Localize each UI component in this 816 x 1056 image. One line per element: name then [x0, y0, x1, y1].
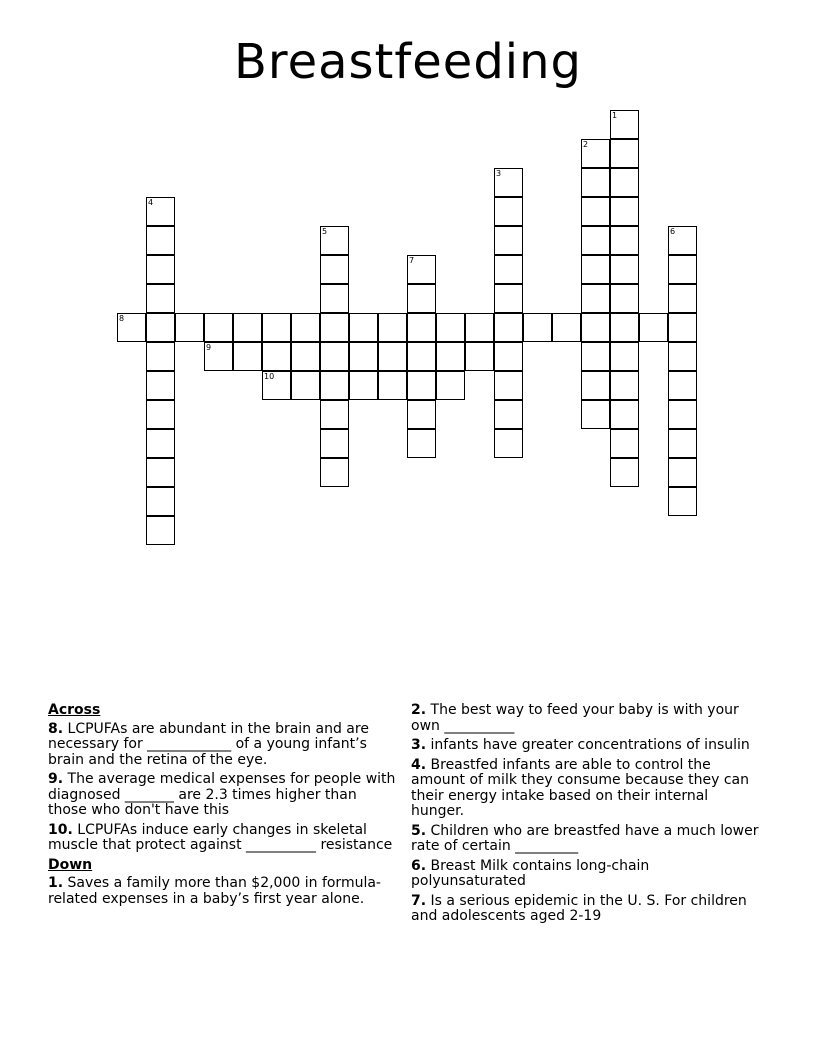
grid-cell[interactable]: [581, 313, 610, 342]
grid-cell[interactable]: [610, 197, 639, 226]
grid-cell[interactable]: [610, 342, 639, 371]
grid-cell[interactable]: [610, 168, 639, 197]
clue-number: 4: [148, 198, 154, 207]
grid-cell[interactable]: [581, 197, 610, 226]
grid-cell[interactable]: [175, 313, 204, 342]
clue-number-label: 5.: [411, 822, 427, 839]
grid-cell[interactable]: [204, 342, 233, 371]
grid-cell[interactable]: [146, 197, 175, 226]
grid-cell[interactable]: [320, 458, 349, 487]
grid-cell[interactable]: [233, 342, 262, 371]
grid-cell[interactable]: [668, 400, 697, 429]
grid-cell[interactable]: [146, 255, 175, 284]
grid-cell[interactable]: [146, 226, 175, 255]
grid-cell[interactable]: [465, 342, 494, 371]
grid-cell[interactable]: [407, 400, 436, 429]
clue-number-label: 7.: [411, 892, 427, 909]
clue-number: 10: [264, 372, 275, 381]
grid-cell[interactable]: [146, 487, 175, 516]
grid-cell[interactable]: [581, 226, 610, 255]
puzzle-title: Breastfeeding: [233, 34, 583, 90]
grid-cell[interactable]: [436, 342, 465, 371]
clue-text: infants have greater concentrations of insulin: [426, 737, 750, 753]
clue-number: 8: [119, 314, 125, 323]
clue-item: [411, 703, 761, 734]
grid-cell[interactable]: [407, 255, 436, 284]
grid-cell[interactable]: [320, 429, 349, 458]
grid-cell[interactable]: [494, 255, 523, 284]
grid-cell[interactable]: [233, 313, 262, 342]
clue-number-label: 6.: [411, 857, 427, 874]
grid-cell[interactable]: [494, 342, 523, 371]
clue-number-label: 9.: [48, 771, 64, 787]
clue-number: 5: [322, 227, 328, 236]
grid-cell[interactable]: [146, 371, 175, 400]
grid-cell[interactable]: [610, 313, 639, 342]
grid-cell[interactable]: [407, 342, 436, 371]
clues-column-right: [411, 703, 761, 929]
clue-text: Breast Milk contains long-chain polyunsaturated: [411, 857, 650, 889]
grid-cell[interactable]: [291, 313, 320, 342]
grid-cell[interactable]: [378, 313, 407, 342]
clue-item: [411, 859, 761, 890]
clue-text: The best way to feed your baby is with your own __________: [411, 702, 739, 734]
grid-cell[interactable]: [291, 371, 320, 400]
clue-number-label: 4.: [411, 756, 427, 773]
grid-cell[interactable]: [320, 342, 349, 371]
grid-cell[interactable]: [204, 313, 233, 342]
grid-cell[interactable]: [668, 371, 697, 400]
clues-column-left: [48, 703, 398, 911]
clue-item: [48, 772, 398, 819]
grid-cell[interactable]: [494, 168, 523, 197]
clue-text: Children who are breastfed have a much lower rate of certain _________: [411, 822, 759, 854]
grid-cell[interactable]: [262, 313, 291, 342]
clue-item: [411, 824, 761, 855]
grid-cell[interactable]: [610, 284, 639, 313]
grid-cell[interactable]: [668, 284, 697, 313]
grid-cell[interactable]: [668, 226, 697, 255]
grid-cell[interactable]: [610, 110, 639, 139]
grid-cell[interactable]: [320, 400, 349, 429]
grid-cell[interactable]: [407, 313, 436, 342]
grid-cell[interactable]: [610, 371, 639, 400]
grid-cell[interactable]: [581, 139, 610, 168]
grid-cell[interactable]: [610, 458, 639, 487]
grid-cell[interactable]: [581, 342, 610, 371]
grid-cell[interactable]: [117, 313, 146, 342]
grid-cell[interactable]: [668, 429, 697, 458]
grid-cell[interactable]: [581, 371, 610, 400]
grid-cell[interactable]: [668, 342, 697, 371]
grid-cell[interactable]: [320, 371, 349, 400]
clue-item: [48, 823, 398, 854]
grid-cell[interactable]: [407, 284, 436, 313]
section-heading: Down: [48, 856, 93, 873]
clue-item: [411, 758, 761, 820]
grid-cell[interactable]: [610, 255, 639, 284]
clue-number: 9: [206, 343, 212, 352]
clue-number: 3: [496, 169, 502, 178]
grid-cell[interactable]: [494, 313, 523, 342]
grid-cell[interactable]: [436, 313, 465, 342]
grid-cell[interactable]: [320, 226, 349, 255]
clue-number-label: 10.: [48, 821, 73, 838]
grid-cell[interactable]: [378, 371, 407, 400]
clue-item: [411, 738, 761, 754]
clue-item: [411, 894, 761, 925]
clue-number-label: 1.: [48, 875, 64, 891]
grid-cell[interactable]: [146, 342, 175, 371]
clue-number-label: 2.: [411, 702, 427, 718]
grid-cell[interactable]: [494, 429, 523, 458]
clue-number: 1: [612, 111, 618, 120]
clue-number: 7: [409, 256, 415, 265]
grid-cell[interactable]: [146, 458, 175, 487]
clue-text: Is a serious epidemic in the U. S. For children and adolescents aged 2-19: [411, 892, 747, 924]
grid-cell[interactable]: [349, 342, 378, 371]
grid-cell[interactable]: [320, 284, 349, 313]
grid-cell[interactable]: [581, 168, 610, 197]
grid-cell[interactable]: [581, 284, 610, 313]
grid-cell[interactable]: [146, 284, 175, 313]
clue-number-label: 8.: [48, 720, 64, 737]
grid-cell[interactable]: [320, 255, 349, 284]
clue-item: [48, 722, 398, 769]
grid-cell[interactable]: [494, 400, 523, 429]
clue-number-label: 3.: [411, 737, 427, 753]
clue-text: The average medical expenses for people with diagnosed _______ are 2.3 times higher than those who don't have this: [48, 771, 396, 818]
grid-cell[interactable]: [320, 313, 349, 342]
clue-number: 6: [670, 227, 676, 236]
grid-cell[interactable]: [262, 342, 291, 371]
grid-cell[interactable]: [523, 313, 552, 342]
grid-cell[interactable]: [291, 342, 320, 371]
grid-cell[interactable]: [146, 400, 175, 429]
grid-cell[interactable]: [610, 429, 639, 458]
grid-cell[interactable]: [581, 255, 610, 284]
grid-cell[interactable]: [349, 313, 378, 342]
grid-cell[interactable]: [262, 371, 291, 400]
clue-text: Saves a family more than $2,000 in formula-related expenses in a baby’s first year alone.: [48, 875, 381, 907]
grid-cell[interactable]: [494, 371, 523, 400]
grid-cell[interactable]: [146, 313, 175, 342]
grid-cell[interactable]: [436, 371, 465, 400]
grid-cell[interactable]: [552, 313, 581, 342]
grid-cell[interactable]: [610, 139, 639, 168]
grid-cell[interactable]: [349, 371, 378, 400]
clue-text: LCPUFAs are abundant in the brain and are necessary for ____________ of a young infant’s brain and the retina of the eye.: [48, 720, 369, 768]
grid-cell[interactable]: [407, 429, 436, 458]
section-heading: Across: [48, 702, 101, 718]
grid-cell[interactable]: [465, 313, 494, 342]
grid-cell[interactable]: [378, 342, 407, 371]
clue-item: [48, 876, 398, 907]
clue-text: LCPUFAs induce early changes in skeletal muscle that protect against __________ resistance: [48, 821, 393, 853]
grid-cell[interactable]: [668, 487, 697, 516]
grid-cell[interactable]: [639, 313, 668, 342]
grid-cell[interactable]: [146, 516, 175, 545]
grid-cell[interactable]: [610, 226, 639, 255]
grid-cell[interactable]: [668, 313, 697, 342]
clue-text: Breastfed infants are able to control the amount of milk they consume because they can their energy intake based on their internal hunger.: [411, 756, 749, 819]
grid-cell[interactable]: [668, 458, 697, 487]
grid-cell[interactable]: [494, 226, 523, 255]
grid-cell[interactable]: [668, 255, 697, 284]
grid-cell[interactable]: [494, 284, 523, 313]
grid-cell[interactable]: [407, 371, 436, 400]
grid-cell[interactable]: [494, 197, 523, 226]
grid-cell[interactable]: [581, 400, 610, 429]
clue-number: 2: [583, 140, 589, 149]
grid-cell[interactable]: [146, 429, 175, 458]
grid-cell[interactable]: [610, 400, 639, 429]
